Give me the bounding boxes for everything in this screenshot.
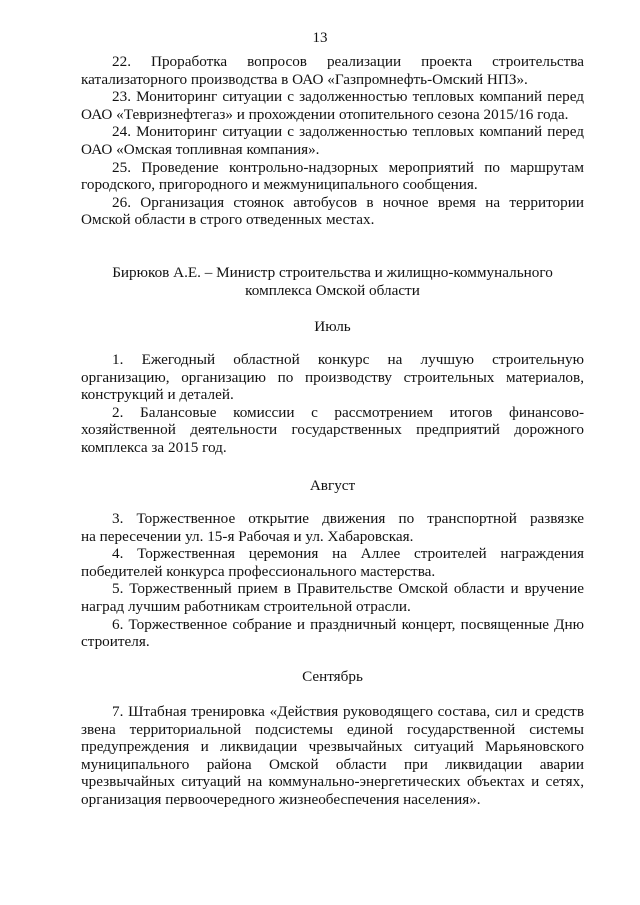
item-line: предупреждения и ликвидации чрезвычайных ситуаций Марьяновского [81, 738, 584, 756]
list-item [81, 88, 584, 123]
item-line: муниципального района Омской области при ликвидации аварии [81, 755, 584, 773]
list-item [81, 510, 584, 545]
item-line: ОАО «Омская топливная компания». [81, 140, 320, 158]
month-title: Август [309, 477, 356, 494]
item-line: катализаторного производства в ОАО «Газпромнефть-Омский НПЗ». [81, 70, 528, 88]
item-line: 4. Торжественная церемония на Аллее строителей награждения [112, 545, 584, 563]
month-heading-july [81, 318, 584, 336]
item-line: звена территориальной подсистемы единой государственной системы [81, 720, 584, 738]
item-line: строителя. [81, 633, 150, 651]
list-item [81, 580, 584, 615]
official-heading [81, 264, 584, 299]
list-item [81, 404, 584, 457]
item-line: конструкций и деталей. [81, 386, 234, 404]
item-line: Омской области в строго отведенных местах. [81, 211, 375, 229]
item-line: 24. Мониторинг ситуации с задолженностью тепловых компаний перед [112, 123, 584, 141]
item-line: 25. Проведение контрольно-надзорных мероприятий по маршрутам [112, 158, 584, 176]
item-line: комплекса за 2015 год. [81, 438, 227, 456]
month-title: Сентябрь [302, 668, 363, 685]
item-line: 6. Торжественное собрание и праздничный концерт, посвященные Дню [112, 615, 584, 633]
month-title: Июль [314, 318, 351, 335]
item-line: 5. Торжественный прием в Правительстве Омской области и вручение [112, 580, 584, 598]
top-section [81, 53, 584, 229]
list-item [81, 159, 584, 194]
official-line: Бирюков А.Е. – Министр строительства и жилищно-коммунального [112, 264, 553, 281]
item-line: 23. Мониторинг ситуации с задолженностью тепловых компаний перед [112, 88, 584, 106]
item-line: ОАО «Тевризнефтегаз» и прохождении отопительного сезона 2015/16 года. [81, 105, 569, 123]
item-line: победителей конкурса профессионального мастерства. [81, 562, 436, 580]
official-line: комплекса Омской области [245, 281, 420, 299]
list-item [81, 123, 584, 158]
list-item [81, 703, 584, 809]
month-section-july [81, 351, 584, 457]
month-heading-august [81, 477, 584, 495]
item-line: 2. Балансовые комиссии с рассмотрением итогов финансово- [112, 403, 584, 421]
month-heading-september [81, 668, 584, 686]
page-number: 13 [312, 30, 328, 46]
item-line: на пересечении ул. 15-я Рабочая и ул. Хабаровская. [81, 527, 414, 545]
item-line: организация первоочередного жизнеобеспечения населения». [81, 790, 481, 808]
item-line: 7. Штабная тренировка «Действия руководящего состава, сил и средств [112, 703, 584, 720]
list-item [81, 351, 584, 404]
month-section-september [81, 703, 584, 809]
list-item [81, 545, 584, 580]
item-line: организацию, организацию по производству строительных материалов, [81, 368, 584, 386]
item-line: наград лучшим работникам строительной отрасли. [81, 597, 411, 615]
item-line: 3. Торжественное открытие движения по транспортной развязке [112, 510, 584, 527]
list-item [81, 53, 584, 88]
item-line: 1. Ежегодный областной конкурс на лучшую строительную [112, 351, 584, 368]
list-item [81, 616, 584, 651]
list-item [81, 194, 584, 229]
item-line: чрезвычайных ситуаций на коммунально-энергетических объектах и сетях, [81, 773, 584, 791]
month-section-august [81, 510, 584, 651]
item-line: хозяйственной деятельности государственных предприятий дорожного [81, 421, 584, 439]
item-line: городского, пригородного и межмуниципального сообщения. [81, 176, 478, 194]
item-line: 22. Проработка вопросов реализации проекта строительства [112, 53, 584, 70]
item-line: 26. Организация стоянок автобусов в ночное время на территории [112, 193, 584, 211]
